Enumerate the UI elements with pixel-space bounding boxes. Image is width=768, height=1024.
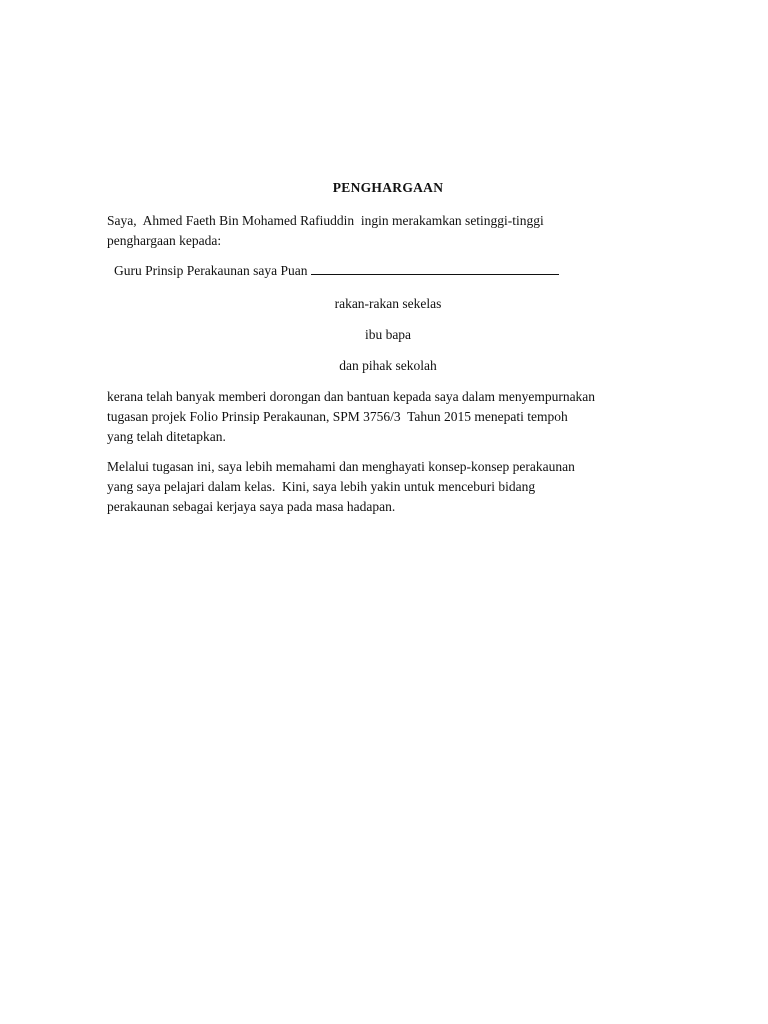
teacher-name-blank (311, 262, 559, 275)
closing-line-3: perakaunan sebagai kerjaya saya pada masa hadapan. (107, 499, 396, 514)
intro-line-2: penghargaan kepada: (107, 233, 222, 248)
document-title: PENGHARGAAN (332, 180, 444, 195)
reason-line-3: yang telah ditetapkan. (107, 429, 226, 444)
intro-line-1: Saya, Ahmed Faeth Bin Mohamed Rafiuddin ingin merakamkan setinggi-tinggi (107, 213, 544, 228)
guru-line (114, 261, 559, 281)
reason-paragraph (107, 387, 687, 447)
recipient-parents: ibu bapa (364, 327, 412, 342)
intro-paragraph (107, 211, 687, 251)
guru-line-text: Guru Prinsip Perakaunan saya Puan (114, 263, 311, 278)
closing-line-2: yang saya pelajari dalam kelas. Kini, saya lebih yakin untuk menceburi bidang (107, 479, 536, 494)
recipient-classmates: rakan-rakan sekelas (334, 296, 442, 311)
closing-line-1: Melalui tugasan ini, saya lebih memahami dan menghayati konsep-konsep perakaunan (107, 459, 575, 474)
closing-paragraph (107, 457, 687, 517)
reason-line-2: tugasan projek Folio Prinsip Perakaunan, SPM 3756/3 Tahun 2015 menepati tempoh (107, 409, 568, 424)
reason-line-1: kerana telah banyak memberi dorongan dan bantuan kepada saya dalam menyempurnakan (107, 389, 596, 404)
recipient-school: dan pihak sekolah (339, 358, 437, 373)
